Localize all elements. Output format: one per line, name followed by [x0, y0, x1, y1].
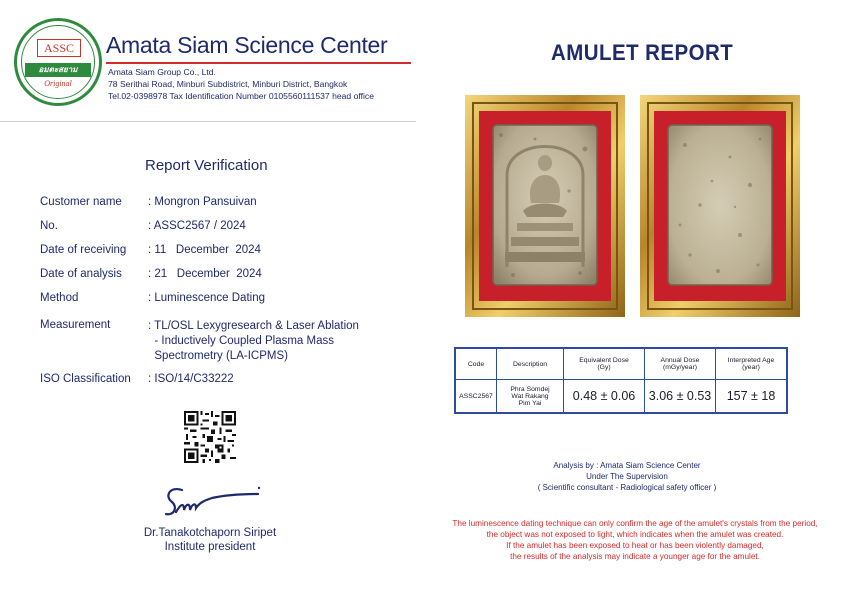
- disclaimer-line: The luminescence dating technique can only confirm the age of the amulet's crystals from the period,: [452, 519, 818, 528]
- cell-equivalent-dose: 0.48 ± 0.06: [564, 380, 645, 414]
- signature: [160, 484, 270, 527]
- cell-description: [497, 380, 564, 414]
- header-interpreted-age: [716, 348, 788, 380]
- method-value: : Luminescence Dating: [148, 292, 265, 304]
- analysis-date-value: : 21 December 2024: [148, 268, 262, 280]
- measurement-line: : TL/OSL Lexygresearch & Laser Ablation: [148, 320, 359, 332]
- signer-title: Institute president: [164, 541, 256, 553]
- section-divider: [0, 121, 416, 122]
- analysis-note: [430, 460, 824, 493]
- address-line: Tel.02-0398978 Tax Identification Number 0105560111537 head office: [108, 91, 374, 101]
- disclaimer-line: the object was not exposed to light, which indicates when the amulet was created.: [486, 530, 784, 539]
- header-equivalent-dose: [564, 348, 645, 380]
- measurement-line: Spectrometry (LA-ICPMS): [148, 350, 288, 362]
- method-label: Method: [40, 292, 79, 304]
- header-text: Description: [513, 360, 547, 368]
- number-label: No.: [40, 220, 58, 232]
- disclaimer-line: the results of the analysis may indicate a younger age for the amulet.: [510, 552, 760, 561]
- description-line: Pim Yai: [518, 399, 542, 407]
- analysis-line: ( Scientific consultant - Radiological safety officer ): [537, 483, 717, 492]
- cell-annual-dose: 3.06 ± 0.53: [645, 380, 716, 414]
- iso-label: ISO Classification: [40, 373, 131, 385]
- signer-name: Dr.Tanakotchaporn Siripet: [143, 527, 277, 539]
- company-logo: [14, 18, 102, 106]
- amulet-back-photo: [640, 95, 800, 317]
- logo-original: Original: [44, 79, 72, 88]
- logo-band: อมตะสยาม: [25, 63, 91, 77]
- cell-interpreted-age: 157 ± 18: [716, 380, 788, 414]
- header-annual-dose: [645, 348, 716, 380]
- header-description: [497, 348, 564, 380]
- received-label: Date of receiving: [40, 244, 127, 256]
- address-line: Amata Siam Group Co., Ltd.: [108, 67, 216, 77]
- table-header-row: [455, 348, 787, 380]
- header-text: Equivalent Dose: [579, 357, 629, 364]
- qr-code[interactable]: [184, 411, 236, 463]
- table-row: [455, 380, 787, 414]
- header-text: Interpreted Age: [727, 357, 775, 364]
- received-value: : 11 December 2024: [148, 244, 261, 256]
- address-line: 78 Serithai Road, Minburi Subdistrict, Minburi District, Bangkok: [108, 79, 348, 89]
- header-unit: (mGy/year): [663, 364, 697, 371]
- company-address: [108, 66, 374, 102]
- logo-mark: ASSC: [37, 39, 81, 57]
- analysis-line: Analysis by : Amata Siam Science Center: [553, 461, 701, 470]
- cell-code: ASSC2567: [455, 380, 497, 414]
- header-unit: (year): [742, 364, 760, 371]
- iso-value: : ISO/14/C33222: [148, 373, 234, 385]
- number-value: : ASSC2567 / 2024: [148, 220, 246, 232]
- header-unit: (Gy): [597, 364, 611, 371]
- results-table: [454, 347, 788, 414]
- report-title: AMULET REPORT: [551, 40, 734, 65]
- measurement-line: - Inductively Coupled Plasma Mass: [148, 335, 334, 347]
- description-line: Wat Rakang: [511, 392, 549, 400]
- amulet-front-photo: [465, 95, 625, 317]
- header-text: Annual Dose: [660, 357, 700, 364]
- disclaimer-line: If the amulet has been exposed to heat or has been violently damaged,: [506, 541, 764, 550]
- header-divider: [106, 62, 411, 64]
- header-code: [455, 348, 497, 380]
- analysis-date-label: Date of analysis: [40, 268, 122, 280]
- analysis-line: Under The Supervision: [586, 472, 668, 481]
- verification-title: Report Verification: [145, 157, 268, 174]
- header-text: Code: [467, 360, 485, 368]
- customer-label: Customer name: [40, 196, 122, 208]
- disclaimer-note: [410, 518, 842, 562]
- measurement-label: Measurement: [40, 319, 111, 331]
- description-line: Phra Somdej: [510, 385, 550, 393]
- customer-value: : Mongron Pansuivan: [148, 196, 257, 208]
- company-name: Amata Siam Science Center: [106, 32, 388, 58]
